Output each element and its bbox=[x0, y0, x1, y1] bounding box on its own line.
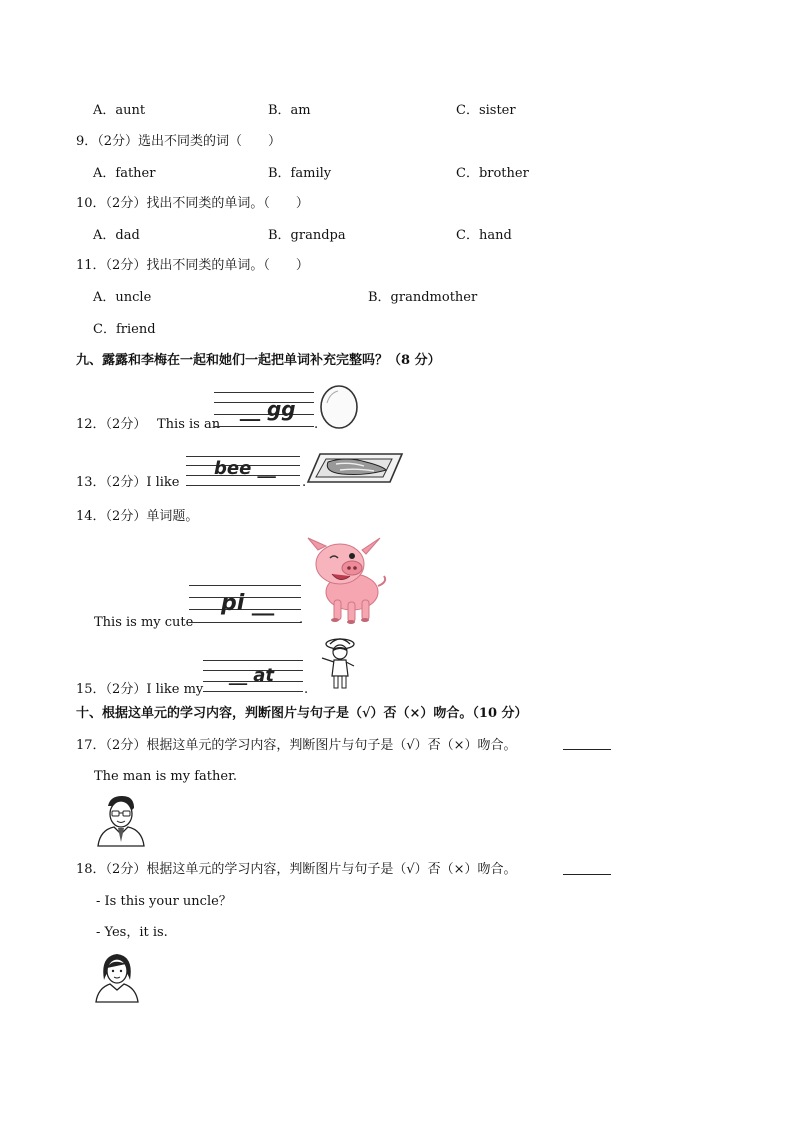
q18-dialog-line-1: - Is this your uncle？ bbox=[96, 894, 232, 909]
q13-writing-lines[interactable] bbox=[186, 456, 300, 486]
q12-writing-lines[interactable] bbox=[214, 392, 314, 428]
q9-option-c[interactable]: C．brother bbox=[456, 166, 529, 181]
q10-option-c[interactable]: C．hand bbox=[456, 228, 512, 243]
q10-stem: 10．（2分）找出不同类的单词。（ ） bbox=[76, 196, 309, 211]
man-portrait-icon bbox=[96, 794, 144, 846]
q8-option-c[interactable]: C．sister bbox=[456, 103, 516, 118]
section-9-title: 九、露露和李梅在一起和她们一起把单词补充完整吗？（8 分） bbox=[76, 353, 441, 368]
q18-answer-blank[interactable] bbox=[563, 874, 611, 875]
q14-text: This is my cute bbox=[94, 615, 194, 630]
egg-icon bbox=[318, 383, 360, 429]
q13-handwriting: bee __ bbox=[214, 458, 276, 479]
q8-option-a[interactable]: A．aunt bbox=[93, 103, 146, 118]
q14-period: . bbox=[299, 612, 304, 627]
q11-option-c[interactable]: C．friend bbox=[93, 322, 156, 337]
q17-answer-blank[interactable] bbox=[563, 749, 611, 750]
q15-prefix: 15．（2分）I like my bbox=[76, 682, 204, 697]
q12-period: . bbox=[314, 417, 319, 432]
q14-handwriting: pi __ bbox=[221, 591, 274, 616]
q11-option-b[interactable]: B．grandmother bbox=[368, 290, 478, 305]
q15-handwriting: __ at bbox=[229, 665, 275, 686]
q15-period: . bbox=[304, 682, 309, 697]
q13-prefix: 13．（2分）I like bbox=[76, 475, 180, 490]
q13-period: . bbox=[302, 475, 307, 490]
q12-prefix: 12．（2分） bbox=[76, 417, 147, 432]
q14-writing-lines[interactable] bbox=[189, 585, 301, 623]
q17-stem: 17．（2分）根据这单元的学习内容，判断图片与句子是（√）否（×）吻合。 bbox=[76, 738, 517, 753]
q18-stem: 18．（2分）根据这单元的学习内容，判断图片与句子是（√）否（×）吻合。 bbox=[76, 862, 517, 877]
beef-icon bbox=[306, 450, 404, 486]
q9-stem: 9．（2分）选出不同类的词（ ） bbox=[76, 134, 282, 149]
q17-sentence: The man is my father. bbox=[94, 769, 237, 784]
q9-option-a[interactable]: A．father bbox=[93, 166, 156, 181]
q12-handwriting: __ gg bbox=[240, 397, 296, 421]
q8-option-b[interactable]: B．am bbox=[268, 103, 311, 118]
q14-stem: 14．（2分）单词题。 bbox=[76, 509, 199, 524]
woman-portrait-icon bbox=[96, 950, 138, 1002]
q9-option-b[interactable]: B．family bbox=[268, 166, 332, 181]
pig-icon bbox=[304, 536, 392, 626]
q11-stem: 11．（2分）找出不同类的单词。（ ） bbox=[76, 258, 309, 273]
q12-text: This is an bbox=[157, 417, 221, 432]
q11-option-a[interactable]: A．uncle bbox=[93, 290, 152, 305]
q10-option-b[interactable]: B．grandpa bbox=[268, 228, 346, 243]
girl-hat-icon bbox=[318, 636, 358, 692]
section-10-title: 十、根据这单元的学习内容，判断图片与句子是（√）否（×）吻合。（10 分） bbox=[76, 706, 528, 721]
q18-dialog-line-2: - Yes，it is. bbox=[96, 925, 168, 940]
q10-option-a[interactable]: A．dad bbox=[93, 228, 140, 243]
q15-writing-lines[interactable] bbox=[203, 660, 303, 692]
